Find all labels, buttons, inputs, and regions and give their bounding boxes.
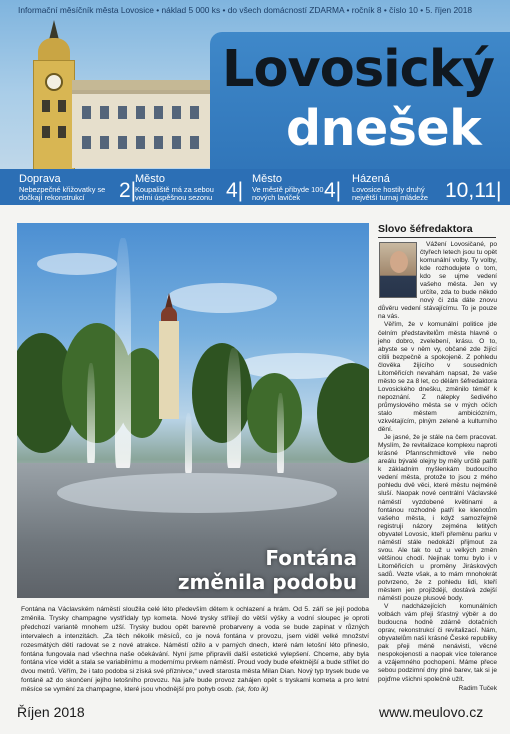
tower-window	[58, 126, 66, 138]
building-window	[154, 136, 163, 149]
water-surface	[57, 473, 337, 513]
building-window	[82, 136, 91, 149]
town-hall-building	[72, 90, 222, 168]
building-window	[190, 106, 199, 119]
building-window	[118, 106, 127, 119]
teaser-subtitle: Ve městě přibyde 100 nových laviček	[252, 185, 324, 203]
teaser-bar	[0, 169, 510, 205]
teaser-page-number: 2|	[119, 179, 137, 202]
cloud	[37, 253, 117, 275]
newspaper-title-line1: Lovosický	[222, 40, 495, 99]
cloud	[167, 283, 277, 313]
main-headline	[178, 546, 357, 594]
tree	[247, 373, 302, 453]
newspaper-title-box	[210, 32, 510, 182]
building-window	[136, 106, 145, 119]
building-window	[118, 136, 127, 149]
teaser-title: Doprava	[19, 173, 61, 185]
building-window	[82, 106, 91, 119]
water-jet	[87, 363, 95, 463]
teaser-subtitle: Koupaliště má za sebou velmi úspěšnou sezonu	[135, 185, 214, 203]
editorial-paragraph: Věřím, že v komunální politice jde čelním představitelům města hlavně o jeho dobro, zvelebení, krásu. O to, abyste se v něm vy, občané zde žijící cítili bezpečně a spokojeně. Z pohledu člověka žijícího v sousedních Litoměřicích nevahám napsat, že vaše město se za 8 let, co dělám šéfredaktora Lovosického dnešku, změnilo téměř k nepoznání. Z nálepky šedivého průmyslového města se v mých očích stalo městem ambiciózním, vzkvétajícím, plným zeleně a kulturního dění.	[378, 321, 497, 434]
teaser-title: Město	[252, 173, 282, 185]
tower-window	[42, 100, 50, 112]
teaser-subtitle: Lovosice hostily druhý největší turnaj mládeže	[352, 185, 428, 203]
teaser-page-number: 10,11|	[445, 179, 502, 202]
building-window	[100, 136, 109, 149]
headline-line1: Fontána	[265, 546, 357, 570]
editor-portrait	[379, 242, 417, 298]
caption-paragraph: Fontána na Václavském náměstí sloužila celé léto především dětem k ochlazení a hrám. Od 5. září se její podoba změnila. Trysky champagne vystřídaly typ kometa. Nové trysky střílejí do větší výšky a vodní sloupec je oproti předchozí variantě mnohem užší. Trysky budou opět barevně probarveny a voda se bude zapínat v různých intervalech a intenzitách.	[21, 606, 369, 640]
editorial-paragraph: V nadcházejících komunálních volbách vám přeji šťastný výběr a do budoucna hodně zdárně dotačních oprav, rekonstrukcí či revitalizací. Nám, obyvatelům naší krásné České republiky pak přeji méně nenávisti, věcné nespokojenosti a naopak více tolerance a vzájemného pochopení. Máme přece sebou podzimní dny plné barev, tak si je pojďme všichni společně užít.	[378, 603, 497, 683]
water-jet	[185, 413, 192, 473]
caption-paragraph-2: „Za těch několik měsíců, co je nová fontána v provozu, jsem viděl velké množství rozesmátých dětí radovat se z nové atrakce. Náměstí ožilo a v parných dnech, které nám letošní léto přineslo, fontána fungovala nad všechna naše očekávání. Nyní jsme připravili další estetické vylepšení. Chceme, aby byla fontána více vidět a stala se variabilnímu a modernímu prvkem náměstí. Proud vody bude efektnější a bude střílet do dvou metrů. Věřím, že i tato podoba si získá své příznivce,“ uvedl starosta města Milan Dian. Nový typ trysek bude ve fontáně až do skončení jejího letošního provozu. Na jaře bude provoz zahájen opět s tryskami kometa a pro letní měsíce se vymění za champagne, které jsou vhodnější pro pohyb osob.	[21, 632, 369, 694]
photo-caption	[21, 606, 369, 695]
church-tower	[159, 321, 179, 419]
water-jet	[115, 238, 131, 468]
teaser-subtitle: Nebezpečné křižovatky se dočkají rekonstrukcí	[19, 185, 106, 203]
tower-window	[58, 100, 66, 112]
headline-line2: změnila podobu	[177, 570, 357, 594]
building-window	[190, 136, 199, 149]
teaser-mesto-lavicky[interactable]	[252, 173, 342, 203]
teaser-mesto-koupaliste[interactable]	[135, 173, 244, 203]
water-jet	[277, 393, 284, 473]
teaser-page-number: 4|	[324, 179, 342, 202]
teaser-title: Házená	[352, 173, 390, 185]
teaser-title: Město	[135, 173, 165, 185]
editor-signature: Radim Tuček	[458, 684, 497, 692]
tower-spire	[49, 20, 59, 40]
building-window	[172, 106, 181, 119]
fountain-photo	[17, 223, 369, 598]
teaser-doprava[interactable]	[19, 173, 137, 203]
tree	[317, 363, 369, 463]
water-jet	[227, 348, 241, 468]
tower-window	[42, 126, 50, 138]
editorial-text	[378, 241, 497, 693]
issue-date: Říjen 2018	[17, 704, 85, 720]
masthead	[0, 0, 510, 205]
tree	[192, 343, 252, 443]
newspaper-title-line2: dnešek	[286, 100, 482, 157]
building-window	[136, 136, 145, 149]
teaser-page-number: 4|	[226, 179, 244, 202]
building-window	[154, 106, 163, 119]
editor-face	[390, 251, 408, 273]
website-link[interactable]: www.meulovo.cz	[379, 704, 484, 720]
editorial-heading: Slovo šéfredaktora	[378, 223, 496, 238]
building-window	[100, 106, 109, 119]
building-window	[172, 136, 181, 149]
issue-info-line: Informační měsíčník města Lovosice • náklad 5 000 ks • do všech domácností ZDARMA • ročník 8 • číslo 10 • 5. říjen 2018	[18, 5, 473, 15]
teaser-hazena[interactable]	[352, 173, 502, 203]
photo-credit: (sk, foto ik)	[235, 686, 269, 694]
editorial-paragraph: Vážení Lovosičané, po čtyřech letech jsou tu opět komunální volby. Ty volby, kde rozhodujete o tom, kdo se ujme vedení vašeho města. Jen vy určíte, zda to bude někdo nový či zda dáte znovu důvěru vedení stávajícímu. To je pouze na vás.	[378, 241, 497, 321]
editorial-paragraph: Je jasné, že je stále na čem pracovat. Myslím, že revitalizace komplexu naproti krásné Pfannschmidtově vile nebo areálu bývalé olejny by měly určitě patřit k základním myšlenkám budoucího vedení města, protože to jsou z mého pohledu dvě věci, které městu nejméně sluší. Naopak nové centrální Václavské náměstí vyzdobené květinami a fontánou rozhodně patří ke klenotům vašeho města, i když samozřejmě registruji názory zejména letitých obyvatel Lovosic, kteří přeměnu parku v náměstí stále nedokáží přijmout za svou. Ale tak to už u velkých změn většinou chodí. Nejinak tomu bylo i v Litoměřicích u proměny Jiráskových sadů. Vezte však, a to mám mnohokrát potvrzeno, že z pohledu lidí, kteří městem jen projíždějí, dostává zdejší náměstí pouze plusové body.	[378, 434, 497, 603]
clock-icon	[45, 73, 63, 91]
